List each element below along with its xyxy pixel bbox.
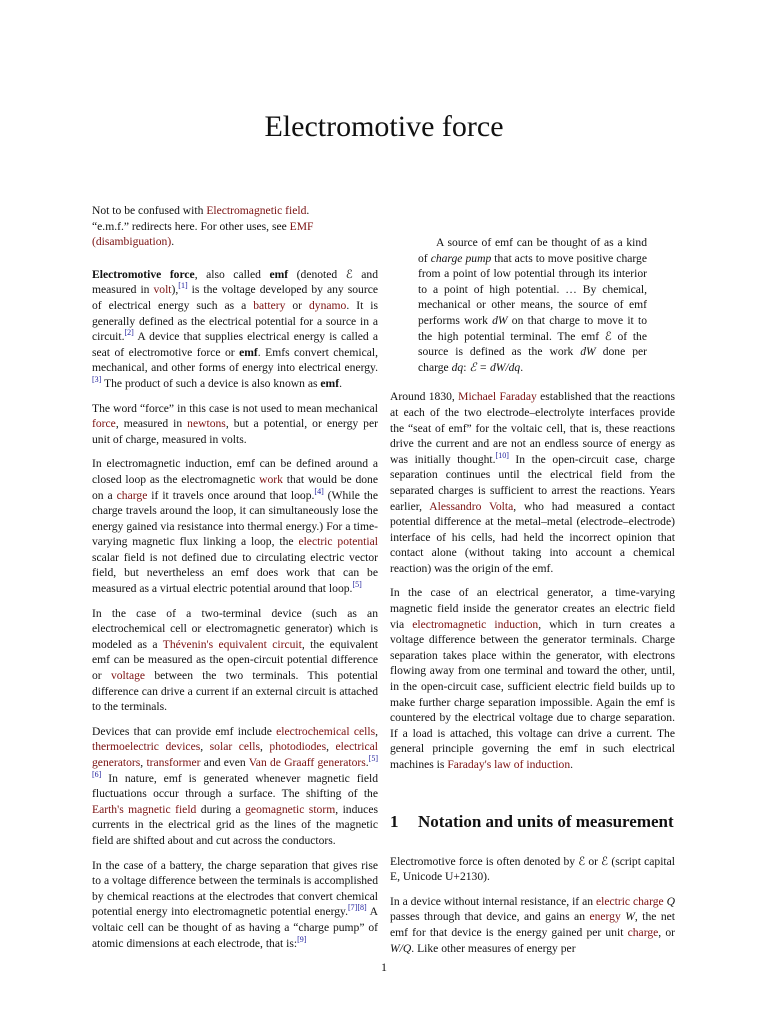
link-newtons[interactable]: newtons bbox=[187, 417, 226, 431]
link-thevenin[interactable]: Thévenin's equivalent circuit bbox=[162, 637, 302, 651]
section-number: 1 bbox=[390, 811, 399, 831]
hatnote-confused: Not to be confused with Electromagnetic field. bbox=[92, 204, 310, 217]
link-electromagnetic-induction[interactable]: electromagnetic induction bbox=[412, 617, 539, 631]
paragraph-notation: Electromotive force is often denoted by ℰ or ℰ (script capital E, Unicode U+2130). bbox=[390, 854, 675, 884]
section-heading-notation bbox=[390, 811, 675, 832]
link-dynamo[interactable]: dynamo bbox=[309, 298, 347, 312]
link-solar-cells[interactable]: solar cells bbox=[209, 740, 260, 754]
link-force[interactable]: force bbox=[92, 417, 116, 431]
link-thermoelectric-devices[interactable]: thermoelectric devices bbox=[92, 740, 201, 754]
link-electrical-generators[interactable]: electrical generators bbox=[92, 740, 378, 769]
paragraph-induction: In electromagnetic induction, emf can be defined around a closed loop as the electromagnetic work that would be done on a charge if it travels once around that loop.[4] (While the charge travels around the loop, it can simultaneously lose the energy gained via resistance into thermal energy.) For a time-varying magnetic flux linking a loop, the electric potential scalar field is not defined due to circulating electric vector field, but nevertheless an emf does work that can be measured as a virtual electric potential around that loop.[5] bbox=[92, 457, 378, 596]
ref-9[interactable]: [9] bbox=[297, 934, 307, 944]
paragraph-generator: In the case of an electrical generator, a time-varying magnetic field inside the generator creates an electric field via electromagnetic induction, which in turn creates a voltage difference between the generator terminals. Charge separation takes place within the generator, with electrons flowing away from one terminal and toward the other, until, in the open-circuit case, sufficient electric field builds up to make further charge separation impossible. Again the emf is countered by the electrical voltage due to charge separation. If a load is attached, this voltage can drive a current. The general principle governing the emf in such electrical machines is Faraday's law of induction. bbox=[390, 586, 675, 771]
link-geomagnetic-storm[interactable]: geomagnetic storm bbox=[245, 802, 336, 816]
link-electromagnetic-field[interactable]: Electromagnetic field bbox=[206, 204, 307, 217]
ref-1[interactable]: [1] bbox=[178, 281, 188, 291]
link-energy[interactable]: energy bbox=[589, 910, 621, 924]
page-number: 1 bbox=[381, 960, 387, 974]
left-column bbox=[92, 203, 378, 960]
paragraph-two-terminal: In the case of a two-terminal device (such as an electrochemical cell or electromagnetic generator) which is modeled as a Thévenin's equivalent circuit, the equivalent emf can be measured as the open-circuit potential difference or voltage between the two terminals. This potential difference can drive a current if an external circuit is attached to the terminals. bbox=[92, 606, 378, 714]
link-photodiodes[interactable]: photodiodes bbox=[269, 740, 327, 754]
page-title: Electromotive force bbox=[264, 110, 504, 143]
right-column bbox=[390, 219, 675, 965]
link-van-de-graaff[interactable]: Van de Graaff generators bbox=[248, 756, 366, 769]
link-michael-faraday[interactable]: Michael Faraday bbox=[458, 390, 537, 404]
link-charge[interactable]: charge bbox=[116, 488, 148, 502]
link-electric-charge[interactable]: electric charge bbox=[595, 894, 664, 908]
paragraph-force: The word “force” in this case is not used to mean mechanical force, measured in newtons, but a potential, or energy per unit of charge, measured in volts. bbox=[92, 401, 378, 446]
link-faradays-law[interactable]: Faraday's law of induction bbox=[447, 758, 571, 771]
ref-5-6[interactable]: [5][6] bbox=[92, 754, 378, 779]
link-charge-unit[interactable]: charge bbox=[627, 925, 659, 939]
link-volt[interactable]: volt bbox=[153, 283, 172, 297]
ref-10[interactable]: [10] bbox=[495, 450, 509, 460]
link-transformer[interactable]: transformer bbox=[146, 756, 201, 769]
link-earths-magnetic-field[interactable]: Earth's magnetic field bbox=[92, 802, 197, 816]
link-battery[interactable]: battery bbox=[253, 298, 286, 312]
intro-paragraph: Electromotive force, also called emf (denoted ℰ and measured in volt),[1] is the voltage developed by any source of electrical energy such as a battery or dynamo. It is generally defined as the electrical potential for a source in a circuit.[2] A device that supplies electrical energy is called a seat of electromotive force or emf. Emfs convert chemical, mechanical, and other forms of energy into electrical energy.[3] The product of such a device is also known as emf. bbox=[92, 267, 378, 390]
blockquote-charge-pump: A source of emf can be thought of as a kind of charge pump that acts to move positive charge from a point of low potential through its interior to a point of high potential. … By chemical, mechanical or other means, the source of emf performs work dW on that charge to move it to the high potential terminal. The emf ℰ of the source is defined as the work dW done per charge dq: ℰ = dW/dq. bbox=[418, 236, 648, 374]
link-alessandro-volta[interactable]: Alessandro Volta bbox=[429, 499, 514, 513]
link-work[interactable]: work bbox=[259, 472, 283, 486]
paragraph-internal-resistance: In a device without internal resistance, if an electric charge Q passes through that device, and gains an energy W, the net emf for that device is the energy gained per unit charge, or W/Q. Like other measures of energy per bbox=[390, 894, 675, 955]
link-voltage[interactable]: voltage bbox=[110, 669, 146, 683]
ref-4[interactable]: [4] bbox=[314, 486, 324, 496]
link-electrochemical-cells[interactable]: electrochemical cells bbox=[276, 724, 376, 738]
ref-3[interactable]: [3] bbox=[92, 375, 102, 385]
paragraph-battery: In the case of a battery, the charge separation that gives rise to a voltage difference between the terminals is accomplished by chemical reactions at the electrodes that convert chemical potential energy into electromagnetic potential energy.[7][8] A voltaic cell can be thought of as having a “charge pump” of atomic dimensions at each electrode, that is:[9] bbox=[92, 858, 378, 950]
link-emf-disambiguation[interactable]: EMF (disambiguation) bbox=[92, 219, 314, 249]
ref-7-8[interactable]: [7][8] bbox=[348, 903, 367, 913]
paragraph-devices: Devices that can provide emf include electrochemical cells, thermoelectric devices, solar cells, photodiodes, electrical generators, transformer and even Van de Graaff generators.[5][6] In nature, emf is generated whenever magnetic field fluctuations occur through a surface. The shifting of the Earth's magnetic field during a geomagnetic storm, induces currents in the electrical grid as the lines of the magnetic field are shifted about and cut across the conductors. bbox=[92, 724, 378, 847]
section-title: Notation and units of measurement bbox=[418, 811, 674, 831]
paragraph-faraday: Around 1830, Michael Faraday established that the reactions at each of the two electrode–electrolyte interfaces provide the “seat of emf” for the voltaic cell, that is, these reactions drive the current and are not an endless source of energy as was initially thought.[10] In the open-circuit case, charge separation continues until the electrical field from the separated charges is sufficient to arrest the reactions. Years earlier, Alessandro Volta, who had measured a contact potential difference at the metal–metal (electrode–electrode) interface of his cells, had held the incorrect opinion that contact alone (without taking into account a chemical reaction) was the origin of the emf. bbox=[390, 390, 676, 575]
link-electric-potential[interactable]: electric potential bbox=[298, 535, 378, 549]
hatnote-redirect: “e.m.f.” redirects here. For other uses, see EMF (disambiguation). bbox=[92, 219, 314, 249]
ref-2[interactable]: [2] bbox=[124, 328, 134, 338]
ref-5[interactable]: [5] bbox=[352, 580, 362, 590]
